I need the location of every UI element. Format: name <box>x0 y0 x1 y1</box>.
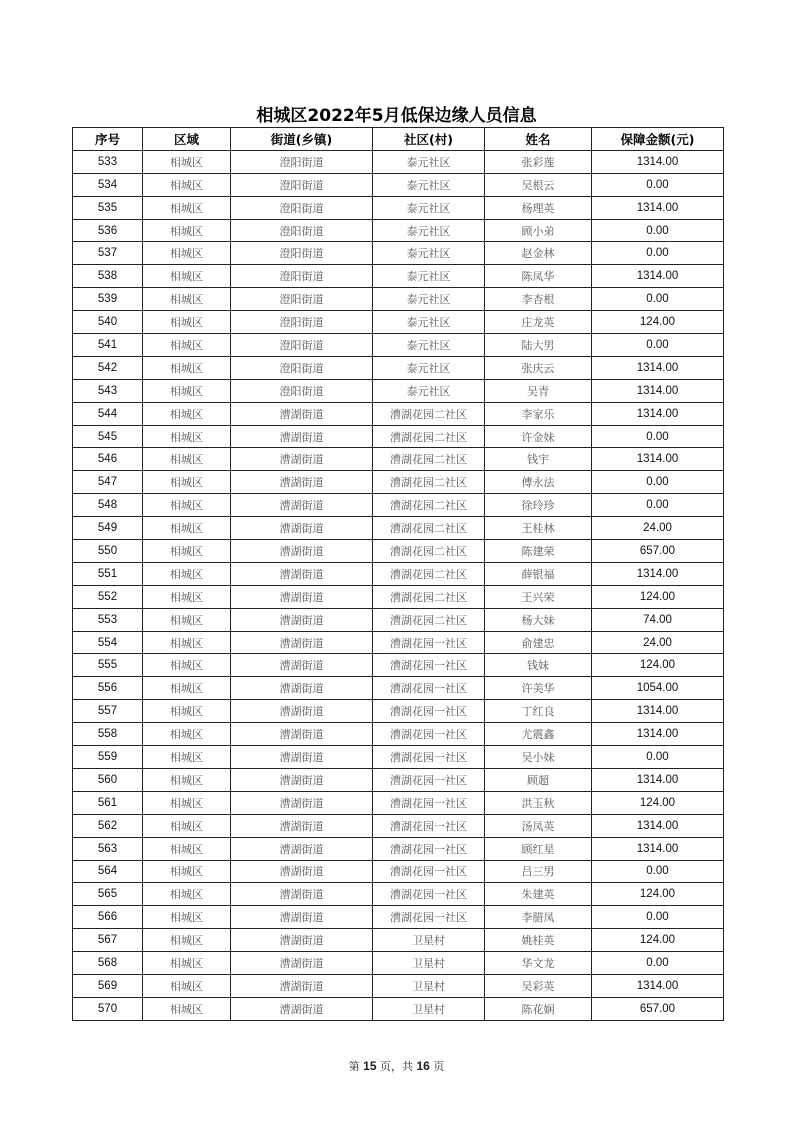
cell-index: 553 <box>73 608 143 631</box>
table-header-row <box>73 128 724 151</box>
records-table <box>72 127 724 1021</box>
cell-region: 相城区 <box>143 952 231 975</box>
cell-amount: 1314.00 <box>592 448 724 471</box>
cell-community: 泰元社区 <box>373 334 485 357</box>
column-header-amount: 保障金额(元) <box>592 128 724 151</box>
cell-region: 相城区 <box>143 677 231 700</box>
cell-community: 漕湖花园二社区 <box>373 585 485 608</box>
cell-name: 杨理英 <box>485 196 592 219</box>
cell-region: 相城区 <box>143 288 231 311</box>
cell-name: 杨大妹 <box>485 608 592 631</box>
cell-region: 相城区 <box>143 654 231 677</box>
cell-name: 王兴荣 <box>485 585 592 608</box>
cell-index: 537 <box>73 242 143 265</box>
cell-region: 相城区 <box>143 723 231 746</box>
cell-community: 卫星村 <box>373 974 485 997</box>
cell-region: 相城区 <box>143 768 231 791</box>
cell-street: 漕湖街道 <box>231 677 373 700</box>
cell-name: 许金妹 <box>485 425 592 448</box>
cell-name: 汤凤英 <box>485 814 592 837</box>
cell-index: 549 <box>73 517 143 540</box>
cell-amount: 1314.00 <box>592 562 724 585</box>
cell-community: 漕湖花园一社区 <box>373 677 485 700</box>
cell-street: 漕湖街道 <box>231 768 373 791</box>
cell-community: 漕湖花园一社区 <box>373 723 485 746</box>
cell-amount: 1314.00 <box>592 356 724 379</box>
cell-amount: 124.00 <box>592 654 724 677</box>
cell-index: 559 <box>73 746 143 769</box>
cell-community: 漕湖花园一社区 <box>373 906 485 929</box>
cell-amount: 24.00 <box>592 631 724 654</box>
cell-index: 554 <box>73 631 143 654</box>
cell-amount: 124.00 <box>592 883 724 906</box>
cell-name: 傅永法 <box>485 471 592 494</box>
column-header-name: 姓名 <box>485 128 592 151</box>
cell-street: 澄阳街道 <box>231 356 373 379</box>
cell-community: 漕湖花园二社区 <box>373 517 485 540</box>
cell-name: 许美华 <box>485 677 592 700</box>
cell-index: 552 <box>73 585 143 608</box>
table-row <box>73 952 724 975</box>
cell-community: 漕湖花园一社区 <box>373 746 485 769</box>
cell-street: 漕湖街道 <box>231 631 373 654</box>
column-header-street: 街道(乡镇) <box>231 128 373 151</box>
cell-community: 漕湖花园一社区 <box>373 700 485 723</box>
cell-region: 相城区 <box>143 425 231 448</box>
cell-index: 556 <box>73 677 143 700</box>
cell-community: 泰元社区 <box>373 288 485 311</box>
table-row <box>73 860 724 883</box>
cell-region: 相城区 <box>143 746 231 769</box>
cell-amount: 0.00 <box>592 746 724 769</box>
cell-index: 563 <box>73 837 143 860</box>
document-title: 相城区2022年5月低保边缘人员信息 <box>256 106 537 126</box>
cell-index: 540 <box>73 311 143 334</box>
cell-street: 漕湖街道 <box>231 723 373 746</box>
cell-community: 漕湖花园二社区 <box>373 471 485 494</box>
cell-name: 顾超 <box>485 768 592 791</box>
cell-amount: 657.00 <box>592 997 724 1020</box>
table-row <box>73 311 724 334</box>
cell-amount: 0.00 <box>592 219 724 242</box>
cell-index: 561 <box>73 791 143 814</box>
cell-amount: 124.00 <box>592 311 724 334</box>
cell-index: 548 <box>73 494 143 517</box>
cell-street: 澄阳街道 <box>231 334 373 357</box>
cell-name: 王桂林 <box>485 517 592 540</box>
cell-name: 李家乐 <box>485 402 592 425</box>
cell-community: 漕湖花园一社区 <box>373 860 485 883</box>
cell-street: 漕湖街道 <box>231 425 373 448</box>
cell-amount: 0.00 <box>592 471 724 494</box>
table-row <box>73 288 724 311</box>
cell-index: 536 <box>73 219 143 242</box>
cell-street: 漕湖街道 <box>231 471 373 494</box>
cell-community: 泰元社区 <box>373 196 485 219</box>
table-row <box>73 723 724 746</box>
cell-region: 相城区 <box>143 265 231 288</box>
cell-name: 李杏根 <box>485 288 592 311</box>
cell-community: 漕湖花园一社区 <box>373 791 485 814</box>
cell-name: 徐玲珍 <box>485 494 592 517</box>
table-row <box>73 494 724 517</box>
cell-community: 漕湖花园一社区 <box>373 654 485 677</box>
cell-street: 漕湖街道 <box>231 700 373 723</box>
cell-amount: 124.00 <box>592 929 724 952</box>
cell-region: 相城区 <box>143 242 231 265</box>
table-row <box>73 334 724 357</box>
table-row <box>73 906 724 929</box>
table-row <box>73 585 724 608</box>
cell-community: 漕湖花园二社区 <box>373 562 485 585</box>
cell-index: 534 <box>73 173 143 196</box>
cell-amount: 1314.00 <box>592 837 724 860</box>
cell-community: 泰元社区 <box>373 219 485 242</box>
cell-index: 544 <box>73 402 143 425</box>
cell-street: 漕湖街道 <box>231 494 373 517</box>
cell-street: 澄阳街道 <box>231 173 373 196</box>
cell-amount: 0.00 <box>592 860 724 883</box>
cell-region: 相城区 <box>143 585 231 608</box>
table-row <box>73 631 724 654</box>
cell-index: 570 <box>73 997 143 1020</box>
table-row <box>73 425 724 448</box>
cell-name: 薛银福 <box>485 562 592 585</box>
cell-name: 洪玉秋 <box>485 791 592 814</box>
cell-index: 567 <box>73 929 143 952</box>
table-row <box>73 150 724 173</box>
cell-community: 漕湖花园二社区 <box>373 448 485 471</box>
cell-street: 漕湖街道 <box>231 837 373 860</box>
cell-name: 吴根云 <box>485 173 592 196</box>
cell-name: 张彩莲 <box>485 150 592 173</box>
cell-amount: 1314.00 <box>592 150 724 173</box>
cell-street: 漕湖街道 <box>231 860 373 883</box>
cell-name: 吴彩英 <box>485 974 592 997</box>
cell-street: 漕湖街道 <box>231 952 373 975</box>
cell-amount: 0.00 <box>592 494 724 517</box>
cell-community: 漕湖花园一社区 <box>373 883 485 906</box>
table-row <box>73 608 724 631</box>
cell-street: 漕湖街道 <box>231 517 373 540</box>
cell-amount: 1314.00 <box>592 379 724 402</box>
cell-region: 相城区 <box>143 837 231 860</box>
cell-index: 558 <box>73 723 143 746</box>
cell-index: 562 <box>73 814 143 837</box>
cell-street: 澄阳街道 <box>231 265 373 288</box>
cell-amount: 1314.00 <box>592 974 724 997</box>
cell-region: 相城区 <box>143 334 231 357</box>
cell-community: 泰元社区 <box>373 379 485 402</box>
cell-community: 漕湖花园二社区 <box>373 540 485 563</box>
cell-community: 漕湖花园一社区 <box>373 837 485 860</box>
cell-region: 相城区 <box>143 219 231 242</box>
cell-index: 533 <box>73 150 143 173</box>
cell-region: 相城区 <box>143 814 231 837</box>
cell-name: 陈花娴 <box>485 997 592 1020</box>
cell-index: 550 <box>73 540 143 563</box>
cell-region: 相城区 <box>143 150 231 173</box>
cell-street: 澄阳街道 <box>231 196 373 219</box>
cell-street: 漕湖街道 <box>231 562 373 585</box>
cell-amount: 0.00 <box>592 173 724 196</box>
cell-region: 相城区 <box>143 883 231 906</box>
cell-name: 钱妹 <box>485 654 592 677</box>
cell-community: 漕湖花园二社区 <box>373 402 485 425</box>
cell-region: 相城区 <box>143 494 231 517</box>
cell-amount: 1314.00 <box>592 700 724 723</box>
cell-amount: 1314.00 <box>592 723 724 746</box>
cell-street: 澄阳街道 <box>231 311 373 334</box>
cell-amount: 1314.00 <box>592 265 724 288</box>
cell-region: 相城区 <box>143 540 231 563</box>
cell-amount: 0.00 <box>592 242 724 265</box>
cell-community: 卫星村 <box>373 997 485 1020</box>
table-row <box>73 562 724 585</box>
cell-name: 陆大男 <box>485 334 592 357</box>
table-row <box>73 448 724 471</box>
cell-community: 漕湖花园一社区 <box>373 631 485 654</box>
cell-name: 姚桂英 <box>485 929 592 952</box>
cell-index: 565 <box>73 883 143 906</box>
cell-amount: 24.00 <box>592 517 724 540</box>
cell-index: 539 <box>73 288 143 311</box>
cell-name: 陈建荣 <box>485 540 592 563</box>
cell-index: 542 <box>73 356 143 379</box>
cell-amount: 0.00 <box>592 906 724 929</box>
cell-index: 545 <box>73 425 143 448</box>
cell-amount: 1314.00 <box>592 768 724 791</box>
column-header-region: 区域 <box>143 128 231 151</box>
table-row <box>73 814 724 837</box>
cell-street: 漕湖街道 <box>231 448 373 471</box>
cell-street: 澄阳街道 <box>231 379 373 402</box>
footer-suffix: 页 <box>433 1060 445 1073</box>
cell-street: 漕湖街道 <box>231 402 373 425</box>
cell-region: 相城区 <box>143 974 231 997</box>
table-row <box>73 173 724 196</box>
column-header-index: 序号 <box>73 128 143 151</box>
cell-region: 相城区 <box>143 929 231 952</box>
cell-index: 560 <box>73 768 143 791</box>
cell-community: 泰元社区 <box>373 150 485 173</box>
cell-amount: 657.00 <box>592 540 724 563</box>
table-row <box>73 265 724 288</box>
cell-index: 538 <box>73 265 143 288</box>
cell-index: 564 <box>73 860 143 883</box>
cell-region: 相城区 <box>143 471 231 494</box>
table-row <box>73 883 724 906</box>
table-row <box>73 356 724 379</box>
cell-amount: 124.00 <box>592 585 724 608</box>
cell-region: 相城区 <box>143 997 231 1020</box>
cell-name: 俞建忠 <box>485 631 592 654</box>
cell-index: 555 <box>73 654 143 677</box>
cell-street: 澄阳街道 <box>231 219 373 242</box>
cell-region: 相城区 <box>143 562 231 585</box>
current-page-number: 15 <box>363 1059 377 1073</box>
cell-index: 543 <box>73 379 143 402</box>
table-row <box>73 746 724 769</box>
cell-region: 相城区 <box>143 311 231 334</box>
page-footer <box>0 1058 793 1074</box>
cell-region: 相城区 <box>143 196 231 219</box>
cell-region: 相城区 <box>143 448 231 471</box>
table-row <box>73 196 724 219</box>
cell-index: 557 <box>73 700 143 723</box>
cell-community: 泰元社区 <box>373 173 485 196</box>
cell-street: 漕湖街道 <box>231 746 373 769</box>
cell-region: 相城区 <box>143 173 231 196</box>
cell-amount: 124.00 <box>592 791 724 814</box>
cell-name: 吴青 <box>485 379 592 402</box>
cell-region: 相城区 <box>143 608 231 631</box>
cell-region: 相城区 <box>143 631 231 654</box>
cell-amount: 0.00 <box>592 952 724 975</box>
cell-name: 张庆云 <box>485 356 592 379</box>
cell-community: 泰元社区 <box>373 356 485 379</box>
table-row <box>73 768 724 791</box>
cell-amount: 0.00 <box>592 425 724 448</box>
table-row <box>73 791 724 814</box>
cell-index: 569 <box>73 974 143 997</box>
cell-community: 卫星村 <box>373 929 485 952</box>
table-row <box>73 219 724 242</box>
cell-index: 535 <box>73 196 143 219</box>
cell-name: 丁红良 <box>485 700 592 723</box>
cell-name: 朱建英 <box>485 883 592 906</box>
cell-amount: 1314.00 <box>592 402 724 425</box>
table-row <box>73 402 724 425</box>
table-row <box>73 242 724 265</box>
cell-street: 澄阳街道 <box>231 150 373 173</box>
cell-name: 庄龙英 <box>485 311 592 334</box>
table-row <box>73 677 724 700</box>
cell-community: 泰元社区 <box>373 265 485 288</box>
cell-street: 漕湖街道 <box>231 974 373 997</box>
cell-street: 澄阳街道 <box>231 242 373 265</box>
cell-name: 华文龙 <box>485 952 592 975</box>
cell-name: 尤震鑫 <box>485 723 592 746</box>
cell-street: 漕湖街道 <box>231 654 373 677</box>
table-row <box>73 517 724 540</box>
cell-amount: 1314.00 <box>592 814 724 837</box>
cell-region: 相城区 <box>143 906 231 929</box>
cell-name: 陈凤华 <box>485 265 592 288</box>
footer-prefix: 第 <box>348 1060 360 1073</box>
cell-name: 顾小弟 <box>485 219 592 242</box>
cell-name: 钱宇 <box>485 448 592 471</box>
cell-community: 漕湖花园二社区 <box>373 494 485 517</box>
cell-community: 漕湖花园二社区 <box>373 425 485 448</box>
cell-street: 漕湖街道 <box>231 540 373 563</box>
cell-index: 551 <box>73 562 143 585</box>
table-row <box>73 997 724 1020</box>
cell-street: 澄阳街道 <box>231 288 373 311</box>
table-row <box>73 540 724 563</box>
table-row <box>73 974 724 997</box>
cell-community: 卫星村 <box>373 952 485 975</box>
cell-name: 吴小妹 <box>485 746 592 769</box>
table-row <box>73 654 724 677</box>
cell-index: 546 <box>73 448 143 471</box>
cell-region: 相城区 <box>143 379 231 402</box>
cell-region: 相城区 <box>143 356 231 379</box>
cell-amount: 0.00 <box>592 334 724 357</box>
cell-amount: 1314.00 <box>592 196 724 219</box>
cell-index: 568 <box>73 952 143 975</box>
cell-name: 吕三男 <box>485 860 592 883</box>
cell-community: 泰元社区 <box>373 242 485 265</box>
cell-region: 相城区 <box>143 700 231 723</box>
cell-street: 漕湖街道 <box>231 608 373 631</box>
cell-street: 漕湖街道 <box>231 906 373 929</box>
column-header-community: 社区(村) <box>373 128 485 151</box>
cell-community: 漕湖花园二社区 <box>373 608 485 631</box>
cell-community: 漕湖花园一社区 <box>373 768 485 791</box>
cell-amount: 0.00 <box>592 288 724 311</box>
cell-name: 赵金林 <box>485 242 592 265</box>
table-row <box>73 471 724 494</box>
cell-region: 相城区 <box>143 402 231 425</box>
cell-index: 566 <box>73 906 143 929</box>
cell-street: 漕湖街道 <box>231 929 373 952</box>
cell-street: 漕湖街道 <box>231 814 373 837</box>
cell-index: 547 <box>73 471 143 494</box>
table-row <box>73 837 724 860</box>
cell-region: 相城区 <box>143 517 231 540</box>
cell-community: 漕湖花园一社区 <box>373 814 485 837</box>
cell-community: 泰元社区 <box>373 311 485 334</box>
cell-amount: 1054.00 <box>592 677 724 700</box>
cell-name: 顾红星 <box>485 837 592 860</box>
cell-street: 漕湖街道 <box>231 791 373 814</box>
cell-street: 漕湖街道 <box>231 883 373 906</box>
total-pages-number: 16 <box>416 1059 430 1073</box>
cell-street: 漕湖街道 <box>231 585 373 608</box>
table-row <box>73 700 724 723</box>
cell-region: 相城区 <box>143 860 231 883</box>
footer-middle: 页，共 <box>380 1060 413 1073</box>
cell-street: 漕湖街道 <box>231 997 373 1020</box>
cell-index: 541 <box>73 334 143 357</box>
table-row <box>73 929 724 952</box>
cell-region: 相城区 <box>143 791 231 814</box>
cell-amount: 74.00 <box>592 608 724 631</box>
table-row <box>73 379 724 402</box>
table-body <box>73 150 724 1020</box>
cell-name: 李腊凤 <box>485 906 592 929</box>
